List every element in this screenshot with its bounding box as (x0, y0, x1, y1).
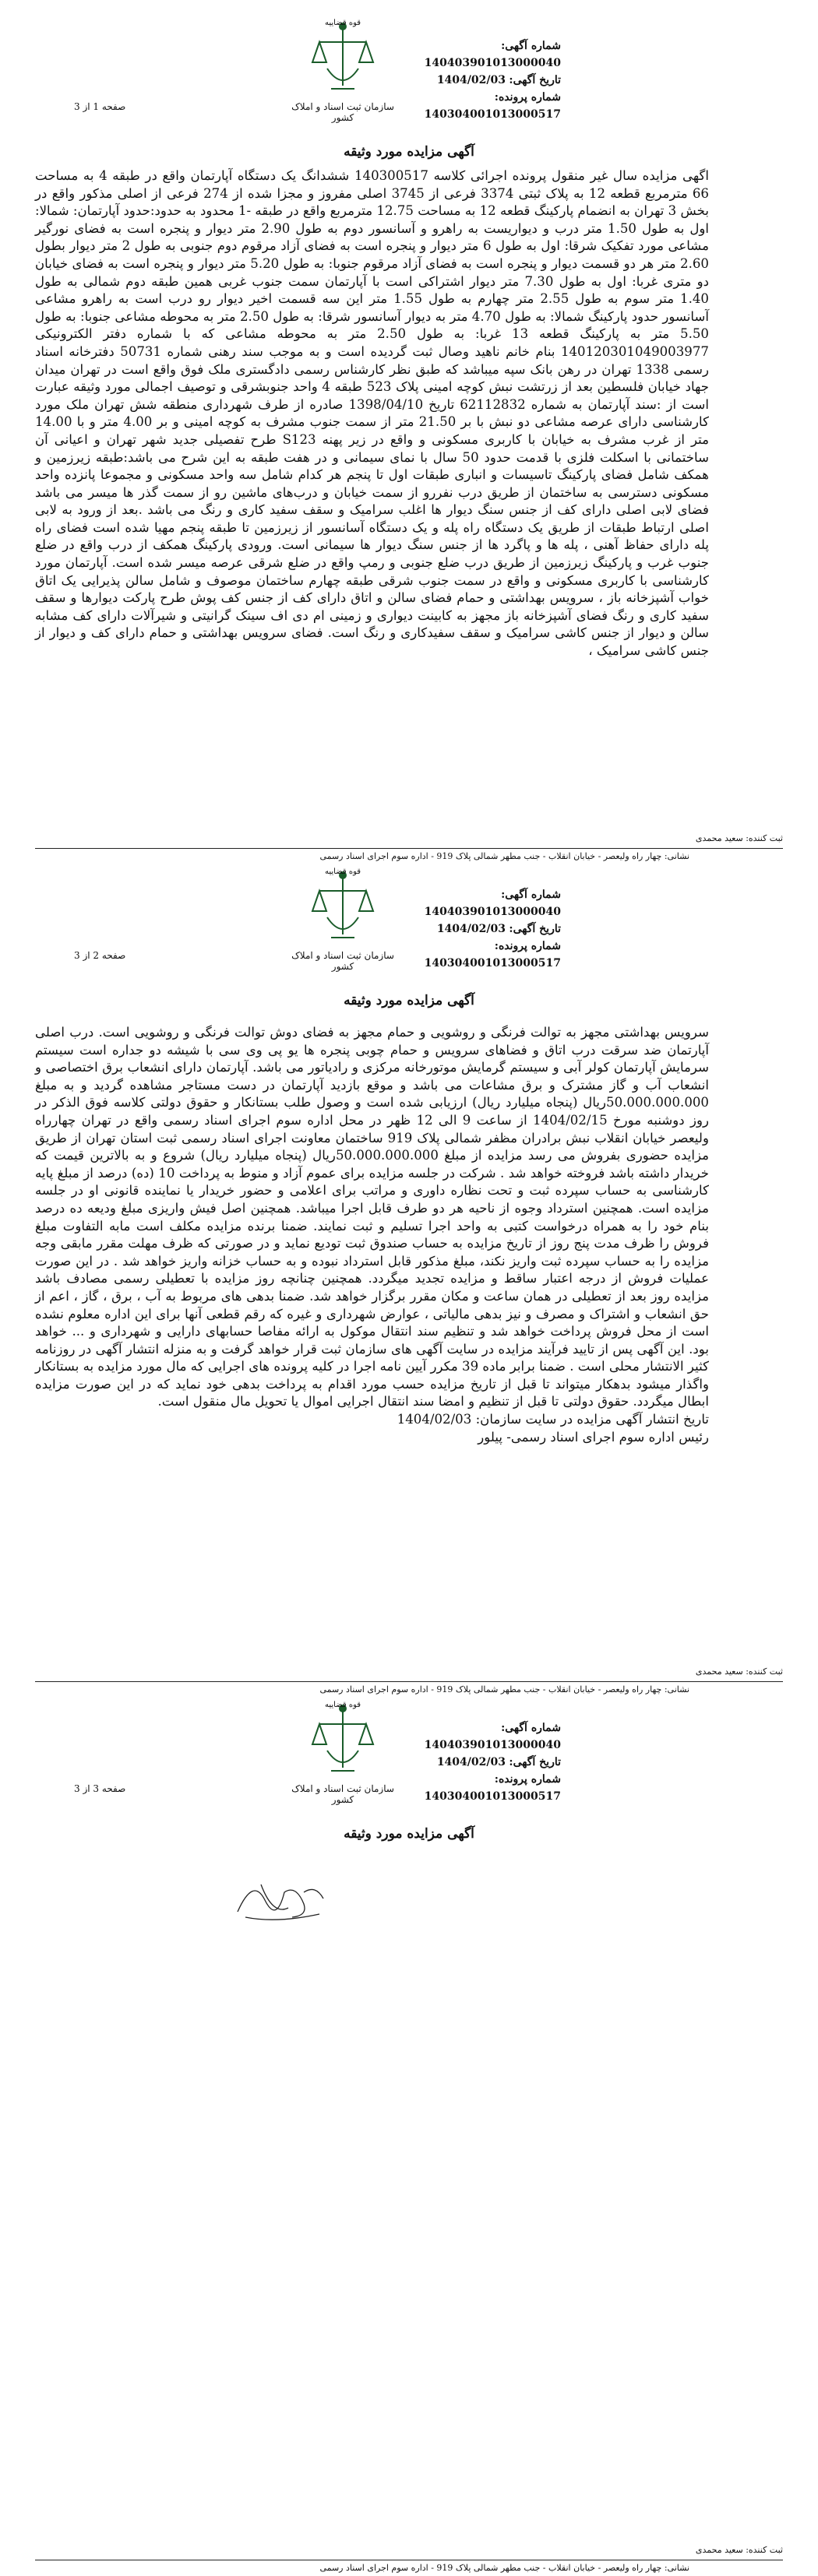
document-page-3 (0, 1682, 818, 2576)
page-header (0, 863, 818, 980)
page-header (0, 14, 818, 131)
ad-meta (374, 886, 561, 972)
ad-date: 1404/02/03 (436, 923, 506, 935)
page-header (0, 1696, 818, 1813)
ad-date: 1404/02/03 (436, 1756, 506, 1768)
case-number-row: شماره پرونده: 140304001013000517 (424, 1773, 561, 1803)
ad-date-row: تاریخ آگهی: 1404/02/03 (436, 1756, 561, 1768)
ad-meta (374, 1719, 561, 1805)
case-number-row: شماره پرونده: 140304001013000517 (424, 940, 561, 970)
ad-meta (374, 37, 561, 123)
document-body: اگهی مزایده سال غیر منقول پرونده اجرائی کلاسه 140300517 ششدانگ یک دستگاه آپارتمان واقع در طبقه 4 به مساحت 66 مترمربع قطعه 12 به پلاک ثبتی 3374 فرعی از 3745 اصلی مفروز و مجزا شده از 274 فرعی از اصلی مذکور واقع در بخش 3 تهران به انضمام پارکینگ قطعه 12 به مساحت 12.75 مترمربع واقع در طبقه -1 محدود به حدود:حدود آپارتمان: شمالا: اول به طول 1.50 متر درب و دیواریست به راهرو و آسانسور دوم به طول 2.90 متر دیوار و پنجره است به فضای نورگیر مشاعی مورد تفکیک شرقا: اول به طول 6 متر دیوار و پنجره است به فضای آزاد مرقوم دوم جنوبی به طول 2 متر دیوار بطول 2.60 متر هر دو قسمت دیوار و پنجره است به فضای آزاد مرقوم جنوبا: به طول 5.20 متر دیوار و پنجره است به فضای خیابان دو متری غربا: اول به طول 7.30 متر دیوار اشتراکی است با آپارتمان سمت جنوب غربی همین طبقه دوم شمالی به طول 1.40 متر سوم به طول 2.55 متر چهارم به طول 1.55 متر این سه قسمت اخیر دیوار رو درب است به راهرو مشاعی آسانسور حدود پارکینگ شمالا: به طول 4.70 متر به دیوار آسانسور شرقا: به طول 2.50 متر به محوطه مشاعی جنوبا: به طول 5.50 متر به پارکینگ قطعه 13 غربا: به طول 2.50 متر به محوطه مشاعی که با شماره دفتر الکترونیکی 140120301049003977 بنام خانم ناهید وصال ثبت گردیده است و به موجب سند رهنی شماره 50731 دفترخانه اسناد رسمی 1338 تهران در رهن بانک سپه میباشد که طبق نظر کارشناس رسمی دادگستری ملک فوق واقع است در تهران میدان جهاد خیابان فلسطین بعد از زرتشت نبش کوچه امینی پلاک 523 طبقه 4 واحد جنوبشرقی و توصیف اجمالی مورد وثیقه عبارت است از :سند آپارتمان به شماره 62112832 تاریخ 1398/04/10 صادره از طرف شهرداری منطقه شش تهران ملک مورد کارشناسی دارای عرصه مشاعی دو نبش با بر 21.50 متر از سمت جنوب مشرف به کوچه امینی و بر 4.00 متر و با 14.00 متر از غرب مشرف به خیابان با کاربری مسکونی و واقع در زیر پهنه S123 طرح تفصیلی جدید شهر تهران و اعیانی آن ساختمانی با اسکلت فلزی با قدمت حدود 50 سال با نمای سیمانی و در هفت طبقه به این شرح می باشد:طبقه زیرزمین و همکف شامل فضای پارکینگ تاسیسات و انباری طبقات اول تا پنجم هر کدام شامل سه واحد مسکونی و مجموعا پانزده واحد مسکونی دسترسی به ساختمان از طریق درب نفررو از سمت خیابان و درب‌های ماشین رو از سمت گذر ها میسر می باشد فضای لابی اصلی دارای کف از جنس سنگ دیوار ها اغلب سرامیک و سقف سفید کاری و رنگ می باشد .بعد از ورود به لابی اصلی ارتباط طبقات از طریق یک دستگاه راه پله و یک دستگاه آسانسور از زیرزمین تا طبقه پنجم مهیا شده است فضای راه پله دارای حفاظ آهنی ، پله ها و پاگرد ها از جنس سنگ دیوار ها سیمانی است. ورودی پارکینگ همکف از درب واقع در ضلع جنوب غرب و پارکینگ زیرزمین از طریق درب ضلع جنوبی و رمپ واقع در ضلع شرقی عرصه میسر شده است. آپارتمان مورد کارشناسی با کاربری مسکونی و واقع در سمت جنوب شرقی طبقه چهارم ساختمان موصوف و شامل سالن پذیرایی یک اتاق خواب آشپزخانه باز ، سرویس بهداشتی و حمام فضای سالن و اتاق دارای کف از جنس کف پوش طرح پارکت دیوارها و سقف سفید کاری و رنگ فضای آشپزخانه باز مجهز به کابینت دیواری و زمینی ام دی اف سینک گرانیتی و شیرآلات دارای کف مشابه سالن و دیوار از جنس کاشی سرامیک و سقف سفیدکاری و رنگ است. فضای سرویس بهداشتی و حمام دارای کف و دیوار از جنس کاشی سرامیک ، (35, 168, 710, 659)
ad-date-row: تاریخ آگهی: 1404/02/03 (436, 74, 561, 86)
footer-author: ثبت کننده: سعید محمدی (695, 833, 783, 843)
organization-name: سازمان ثبت اسناد و املاک کشور (291, 101, 394, 123)
footer-address: نشانی: چهار راه ولیعصر - خیابان انقلاب - جنب مطهر شمالی پلاک 919 - اداره سوم اجرای اسناد رسمی (35, 848, 783, 861)
footer-address: نشانی: چهار راه ولیعصر - خیابان انقلاب - جنب مطهر شمالی پلاک 919 - اداره سوم اجرای اسناد رسمی (35, 1681, 783, 1694)
document-title: آگهی مزایده مورد وثیقه (344, 144, 474, 160)
organization-name: سازمان ثبت اسناد و املاک کشور (291, 950, 394, 972)
case-number-row: شماره پرونده: 140304001013000517 (424, 91, 561, 121)
case-number: 140304001013000517 (424, 108, 561, 121)
ad-number-row: شماره آگهی: 140403901013000040 (424, 889, 561, 918)
emblem-motto: قوه قضاییه (324, 867, 361, 876)
body-paragraph: سرویس بهداشتی مجهز به توالت فرنگی و روشویی و حمام مجهز به فضای دوش توالت فرنگی و روشویی است. درب اصلی آپارتمان ضد سرقت درب اتاق و فضاهای سرویس و حمام چوبی پنجره ها یو پی وی سی با شیشه دو جداره است سیستم سرمایش آپارتمان کولر آبی و سیستم گرمایش موتورخانه مرکزی و رادیاتور می باشد. آپارتمان دارای انشعاب برق اختصاصی و انشعاب آب و گاز مشترک و برق مشاعات می باشد و موقع بازدید آپارتمان در دست مستاجر مشاهده گردید و به مبلغ 50.000.000.000ریال (پنجاه میلیارد ریال) ارزیابی شده است و وصول طلب بستانکار و حقوق دولتی کلاسه فوق الذکر در روز دوشنبه مورخ 1404/02/15 از ساعت 9 الی 12 ظهر در محل اداره سوم اجرای اسناد رسمی واقع در تهران چهارراه ولیعصر خیابان انقلاب نبش برادران مظفر شمالی پلاک 919 ساختمان معاونت اجرای اسناد رسمی ثبت استان تهران از طریق مزایده حضوری بفروش می رسد مزایده از مبلغ 50.000.000.000ریال (پنجاه میلیارد ریال) شروع و به بالاترین قیمت که خریدار داشته باشد فروخته خواهد شد . شرکت در جلسه مزایده برای عموم آزاد و منوط به پرداخت 10 (ده) درصد از مبلغ پایه کارشناسی به حساب سپرده ثبت و تحت نظاره داوری و مراتب برای اعلامی و حضور خریدار یا نماینده قانونی او در جلسه مزایده است. همچنین استرداد وجوه از ناحیه هر دو طرف قابل اجرا میباشد. همچنین اصل فیش واریزی مبلغ ودیعه ده درصد بنام خود را به همراه درخواست کتبی به واحد اجرا تسلیم و ثبت نمایند. ضمنا برنده مزایده مکلف است مابه التفاوت مبلغ فروش را ظرف مدت پنج روز از تاریخ مزایده به حساب صندوق ثبت تودیع نماید و در صورتی که ظرف مهلت مقرر مابقی وجه مزایده را به حساب سپرده ثبت واریز نکند، مبلغ مذکور قابل استرداد نبوده و به حساب خزانه واریز خواهد شد . در این صورت عملیات فروش از درجه اعتبار ساقط و مزایده تجدید میگردد. همچنین چنانچه روز مزایده با تعطیلی رسمی مصادف باشد مزایده روز بعد از تعطیلی در همان ساعت و مکان مقرر برگزار خواهد شد. ضمنا بدهی های مربوط به آب ، برق ، گاز ، اعم از حق انشعاب و اشتراک و مصرف و نیز بدهی مالیاتی ، عوارض شهرداری و غیره که رقم قطعی آنها برای این اداره معلوم نشده است از محل فروش پرداخت خواهد شد و تنظیم سند انتقال موکول به ارائه مفاصا حسابهای دارایی و شهرداری و ... خواهد بود. این آگهی پس از تایید فرآیند مزایده در سایت آگهی های سازمان ثبت قرار خواهد گرفت و به منزله انتشار آگهی در روزنامه کثیر الانتشار محلی است . ضمنا برابر ماده 39 مکرر آیین نامه اجرا در کلیه پرونده های اجرایی که مال مورد مزایده به بستانکار واگذار میشود بدهکار میتواند تا قبل از تاریخ مزایده حسب مورد اقدام به پرداخت بدهی خود نماید که در این صورت مزایده ابطال میگردد. حقوق دولتی تا قبل از تنظیم و امضا سند انتقال اجرایی اموال یا تحویل مال منقول است. (35, 1025, 710, 1409)
case-number: 140304001013000517 (424, 1790, 561, 1803)
footer-author: ثبت کننده: سعید محمدی (695, 1666, 783, 1677)
publish-date-line: تاریخ انتشار آگهی مزایده در سایت سازمان: 1404/02/03 (397, 1412, 709, 1427)
emblem-motto: قوه قضاییه (324, 1701, 361, 1709)
document-title: آگهی مزایده مورد وثیقه (344, 993, 474, 1008)
emblem-motto: قوه قضاییه (324, 19, 361, 27)
ad-number-row: شماره آگهی: 140403901013000040 (424, 1722, 561, 1751)
page-number: صفحه 1 از 3 (74, 101, 126, 112)
ad-number: 140403901013000040 (424, 57, 561, 69)
page-footer (35, 2545, 783, 2573)
organization-name: سازمان ثبت اسناد و املاک کشور (291, 1783, 394, 1805)
page-number: صفحه 3 از 3 (74, 1783, 126, 1794)
page-number: صفحه 2 از 3 (74, 950, 126, 961)
ad-number-row: شماره آگهی: 140403901013000040 (424, 40, 561, 69)
handwritten-signature-icon (230, 1869, 331, 1931)
ad-date: 1404/02/03 (436, 74, 506, 86)
document-title: آگهی مزایده مورد وثیقه (344, 1826, 474, 1842)
document-body (35, 1024, 709, 1446)
footer-address: نشانی: چهار راه ولیعصر - خیابان انقلاب - جنب مطهر شمالی پلاک 919 - اداره سوم اجرای اسناد رسمی (35, 2560, 783, 2573)
ad-date-row: تاریخ آگهی: 1404/02/03 (436, 923, 561, 935)
case-number: 140304001013000517 (424, 957, 561, 970)
ad-number: 140403901013000040 (424, 906, 561, 918)
footer-author: ثبت کننده: سعید محمدی (695, 2545, 783, 2555)
document-page-2 (0, 849, 818, 1694)
signoff-line: رئیس اداره سوم اجرای اسناد رسمی- پیلور (478, 1429, 709, 1445)
ad-number: 140403901013000040 (424, 1739, 561, 1751)
document-page-1 (0, 0, 818, 861)
